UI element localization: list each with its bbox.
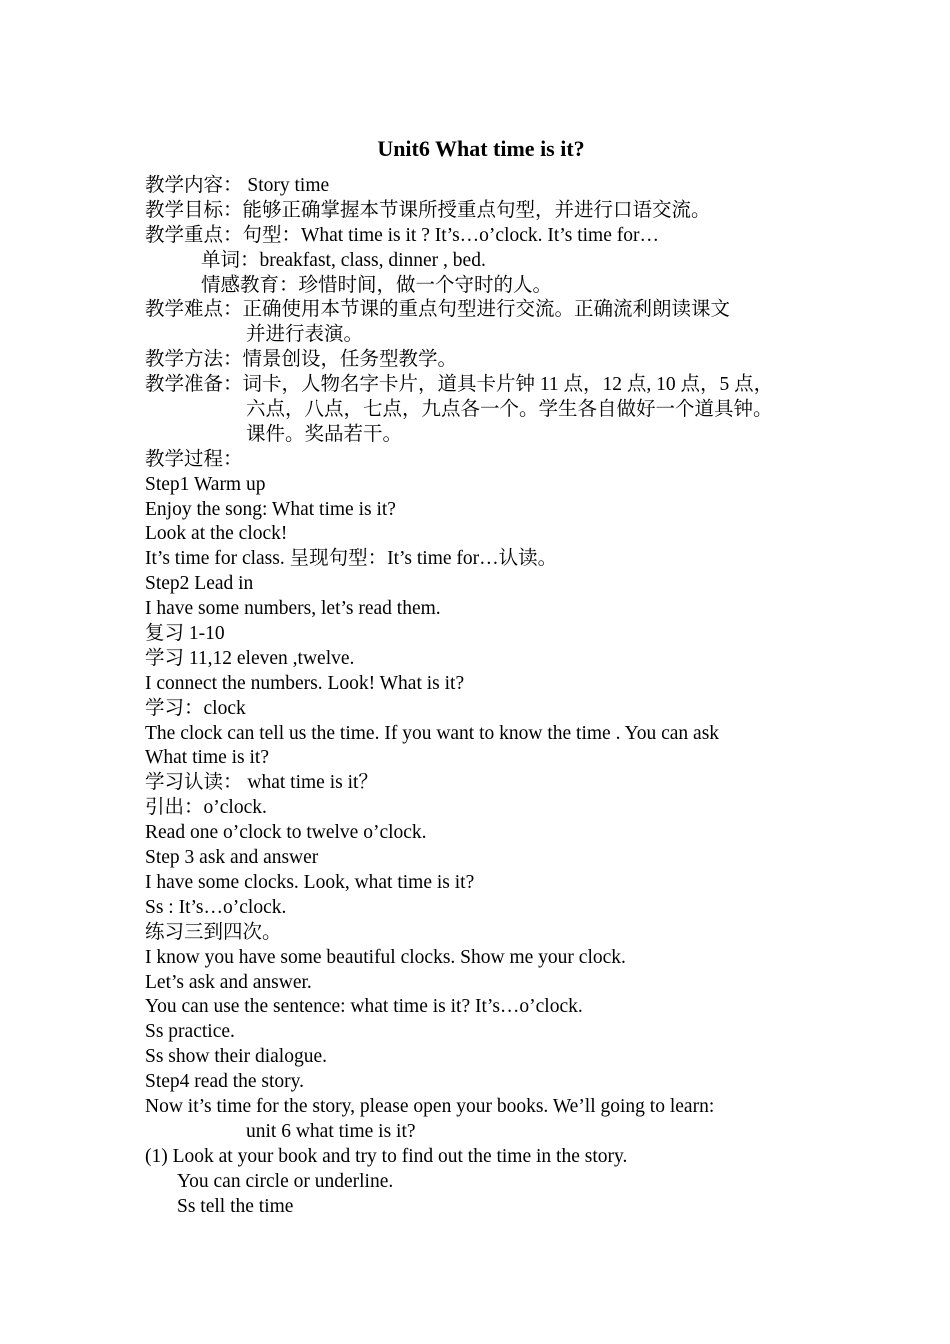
text-line: (1) Look at your book and try to find out the time in the story. [145, 1145, 628, 1167]
text-line: You can circle or underline. [177, 1170, 394, 1192]
text-line: 教学准备：词卡，人物名字卡片，道具卡片钟 11 点，12 点, 10 点，5 点， [145, 374, 774, 396]
text-line: You can use the sentence: what time is it? It’s…o’clock. [145, 996, 583, 1018]
document-title: Unit6 What time is it? [377, 136, 585, 161]
text-line: Enjoy the song: What time is it? [145, 498, 396, 520]
text-line: 引出：o’clock. [145, 797, 267, 819]
text-line: 教学方法：情景创设，任务型教学。 [145, 349, 458, 371]
text-line: 教学重点：句型：What time is it ? It’s…o’clock. It’s time for… [145, 224, 659, 246]
text-line: unit 6 what time is it? [246, 1120, 416, 1142]
text-line: Step1 Warm up [145, 473, 266, 495]
text-line: The clock can tell us the time. If you want to know the time . You can ask [145, 722, 720, 744]
text-line: 教学过程： [145, 448, 243, 470]
text-line: 情感教育：珍惜时间，做一个守时的人。 [201, 274, 553, 296]
text-line: Ss tell the time [177, 1195, 294, 1217]
text-line: Read one o’clock to twelve o’clock. [145, 822, 427, 844]
text-line: 练习三到四次。 [145, 921, 282, 943]
text-line: 六点，八点，七点，九点各一个。学生各自做好一个道具钟。 [246, 399, 773, 421]
text-line: 单词：breakfast, class, dinner , bed. [201, 249, 486, 271]
text-line: I connect the numbers. Look! What is it? [145, 672, 465, 694]
text-line: What time is it? [145, 747, 270, 769]
text-line: Now it’s time for the story, please open your books. We’ll going to learn: [145, 1095, 715, 1117]
text-line: Let’s ask and answer. [145, 971, 312, 993]
text-line: 并进行表演。 [246, 324, 364, 346]
text-line: 教学内容： Story time [145, 175, 330, 196]
text-line: 学习认读： what time is it？ [145, 772, 378, 794]
lesson-plan-body [145, 174, 825, 1219]
text-line: 学习 11,12 eleven ,twelve. [145, 647, 355, 669]
text-line: It’s time for class. 呈现句型：It’s time for…认读。 [145, 548, 558, 570]
text-line: 复习 1-10 [145, 623, 225, 645]
text-line: Step 3 ask and answer [145, 847, 319, 869]
text-line: 课件。奖品若干。 [246, 423, 403, 445]
text-line: I have some clocks. Look, what time is it? [145, 871, 475, 893]
text-line: Look at the clock! [145, 523, 288, 545]
text-line: 学习：clock [145, 697, 246, 719]
text-line: Ss show their dialogue. [145, 1046, 327, 1068]
text-line: 教学目标：能够正确掌握本节课所授重点句型，并进行口语交流。 [145, 199, 711, 221]
text-line: Step4 read the story. [145, 1071, 305, 1093]
text-line: Ss practice. [145, 1021, 235, 1043]
text-line: I know you have some beautiful clocks. Show me your clock. [145, 946, 626, 968]
text-line: Ss : It’s…o’clock. [145, 896, 287, 918]
text-line: Step2 Lead in [145, 573, 254, 595]
text-line: I have some numbers, let’s read them. [145, 598, 441, 620]
text-line: 教学难点：正确使用本节课的重点句型进行交流。正确流利朗读课文 [145, 299, 731, 321]
